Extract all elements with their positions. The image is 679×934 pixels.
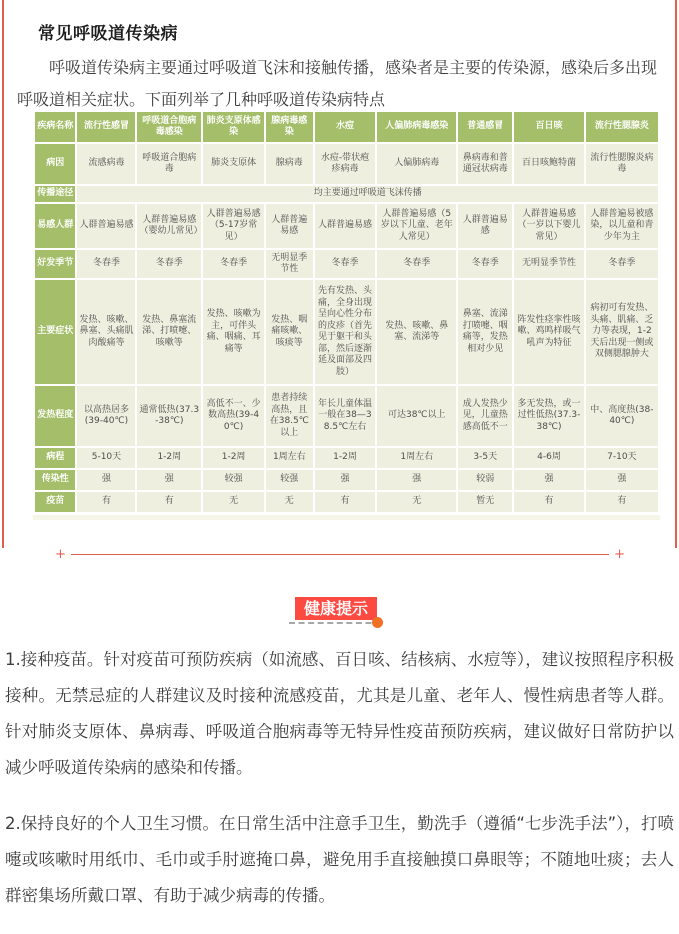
- table-row: [35, 144, 658, 184]
- table-row: [35, 470, 658, 490]
- table-cell: 冬春季: [586, 250, 658, 278]
- table-cell: 1-2周: [203, 448, 264, 468]
- table-cell: 腺病毒: [266, 144, 313, 184]
- table-row: [35, 386, 658, 446]
- table-cell: 人群普遍易感（婴幼儿常见）: [137, 204, 201, 248]
- page-title: 常见呼吸道传染病: [38, 24, 178, 45]
- table-cell: 可达38℃以上: [377, 386, 456, 446]
- row-header-cell: 病程: [35, 448, 75, 468]
- disease-header-cell: 流行性感冒: [77, 112, 135, 142]
- table-cell: 人群普遍易感: [458, 204, 512, 248]
- table-cell: 高低不一、少数高热(39-40℃): [203, 386, 264, 446]
- table-cell: 较弱: [458, 470, 512, 490]
- disease-header-cell: 百日咳: [514, 112, 583, 142]
- table-cell: 中、高度热(38-40℃): [586, 386, 658, 446]
- divider-plus-left: +: [55, 547, 66, 562]
- table-cell: 强: [137, 470, 201, 490]
- table-cell: 3-5天: [458, 448, 512, 468]
- disease-header-cell: 肺炎支原体感染: [203, 112, 264, 142]
- table-row: [35, 280, 658, 384]
- table-cell: 1-2周: [315, 448, 376, 468]
- table-cell: 肺炎支原体: [203, 144, 264, 184]
- table-cell: 病初可有发热、头痛、肌痛、乏力等表现，1-2天后出现一侧或双侧腮腺肿大: [586, 280, 658, 384]
- table-cell: 冬春季: [377, 250, 456, 278]
- table-cell: 7-10天: [586, 448, 658, 468]
- badge-dashed-underline: [289, 622, 381, 624]
- table-cell: 人偏肺病毒: [377, 144, 456, 184]
- page-frame-left: [2, 0, 4, 548]
- page-frame-right: [675, 0, 677, 548]
- table-cell: 强: [315, 470, 376, 490]
- table-cell: 水痘-带状疱疹病毒: [315, 144, 376, 184]
- badge-dot-icon: [372, 617, 383, 628]
- table-cell: 有: [586, 492, 658, 512]
- table-row: [35, 186, 658, 202]
- table-cell: 4-6周: [514, 448, 583, 468]
- table-cell: 鼻病毒和普通冠状病毒: [458, 144, 512, 184]
- corner-cell: 疾病名称: [35, 112, 75, 142]
- table-cell: 较强: [203, 470, 264, 490]
- tip-paragraph-2: 2.保持良好的个人卫生习惯。在日常生活中注意手卫生，勤洗手（遵循“七步洗手法”），打喷嚏或咳嗽时用纸巾、毛巾或手肘遮掩口鼻，避免用手直接触摸口鼻眼等；不随地吐痰；去人群密集场所戴口罩、有助于减少病毒的传播。: [5, 814, 674, 905]
- disease-header-cell: 流行性腮腺炎: [586, 112, 658, 142]
- table-cell: 成人发热少见，儿童热感高低不一: [458, 386, 512, 446]
- table-row: [35, 492, 658, 512]
- table-cell: 发热、咳嗽为主，可伴头痛、咽痛、耳痛等: [203, 280, 264, 384]
- section-divider: [55, 548, 625, 561]
- row-header-cell: 病因: [35, 144, 75, 184]
- table-cell: 无: [266, 492, 313, 512]
- table-cell: 阵发性痉挛性咳嗽、鸡鸣样吸气吼声为特征: [514, 280, 583, 384]
- table-cell: 1周左右: [377, 448, 456, 468]
- tip-paragraph-1: 1.接种疫苗。针对疫苗可预防疾病（如流感、百日咳、结核病、水痘等），建议按照程序积极接种。无禁忌症的人群建议及时接种流感疫苗，尤其是儿童、老年人、慢性病患者等人群。针对肺炎支原体、鼻病毒、呼吸道合胞病毒等无特异性疫苗预防疾病，建议做好日常防护以减少呼吸道传染病的感染和传播。: [5, 650, 674, 777]
- table-cell: 冬春季: [137, 250, 201, 278]
- table-row: [35, 448, 658, 468]
- table-cell: 强: [77, 470, 135, 490]
- table-cell: 强: [586, 470, 658, 490]
- table-cell: 有: [137, 492, 201, 512]
- table-header-row: [35, 112, 658, 142]
- disease-header-cell: 水痘: [315, 112, 376, 142]
- row-header-cell: 疫苗: [35, 492, 75, 512]
- table-cell: 1周左右: [266, 448, 313, 468]
- table-cell: 通常低热(37.3-38℃): [137, 386, 201, 446]
- tips-section: [5, 642, 674, 934]
- table-cell: 强: [514, 470, 583, 490]
- table-row: [35, 204, 658, 248]
- divider-plus-right: +: [614, 547, 625, 562]
- table-cell: 发热、咽痛咳嗽、咳痰等: [266, 280, 313, 384]
- table-cell: 人群普遍易感（一岁以下婴儿常见）: [514, 204, 583, 248]
- table-cell: 5-10天: [77, 448, 135, 468]
- table-cell: 暂无: [458, 492, 512, 512]
- table-footer-strip: [33, 515, 660, 520]
- table-cell: 无明显季节性: [266, 250, 313, 278]
- intro-paragraph: 呼吸道传染病主要通过呼吸道飞沫和接触传播，感染者是主要的传染源，感染后多出现呼吸道相关症状。下面列举了几种呼吸道传染病特点: [17, 58, 658, 109]
- table-cell: 人群普遍易感: [315, 204, 376, 248]
- table-cell: 人群普遍易被感染，以儿童和青少年为主: [586, 204, 658, 248]
- table-cell: 有: [315, 492, 376, 512]
- disease-table: [33, 110, 660, 514]
- table-cell: 发热、鼻塞流涕、打喷嚏、咳嗽等: [137, 280, 201, 384]
- table-cell: 冬春季: [315, 250, 376, 278]
- disease-table-container: [33, 110, 660, 520]
- table-row: [35, 250, 658, 278]
- table-cell: 人群普遍易感（5-17岁常见）: [203, 204, 264, 248]
- row-header-cell: 易感人群: [35, 204, 75, 248]
- table-cell: 流行性腮腺炎病毒: [586, 144, 658, 184]
- table-cell: 百日咳鲍特菌: [514, 144, 583, 184]
- table-cell: 无明显季节性: [514, 250, 583, 278]
- table-cell: 年长儿童体温一般在38—38.5℃左右: [315, 386, 376, 446]
- row-header-cell: 好发季节: [35, 250, 75, 278]
- row-header-cell: 主要症状: [35, 280, 75, 384]
- table-cell: 冬春季: [458, 250, 512, 278]
- table-cell: 先有发热、头痛，全身出现呈向心性分布的皮疹（首先见于躯干和头部，然后逐渐延及面部及四肢）: [315, 280, 376, 384]
- table-cell: 1-2周: [137, 448, 201, 468]
- disease-header-cell: 呼吸道合胞病毒感染: [137, 112, 201, 142]
- table-cell: 强: [377, 470, 456, 490]
- table-cell: 冬春季: [203, 250, 264, 278]
- table-cell: 发热、咳嗽、鼻塞、头痛肌肉酸痛等: [77, 280, 135, 384]
- table-cell: 呼吸道合胞病毒: [137, 144, 201, 184]
- table-cell: 发热、咳嗽、鼻塞、流涕等: [377, 280, 456, 384]
- table-cell: 有: [514, 492, 583, 512]
- health-tips-badge: 健康提示: [295, 597, 377, 620]
- row-header-cell: 传染性: [35, 470, 75, 490]
- table-cell: 鼻塞、流涕打喷嚏、咽痛等，发热相对少见: [458, 280, 512, 384]
- disease-header-cell: 腺病毒感染: [266, 112, 313, 142]
- table-cell: 有: [77, 492, 135, 512]
- row-header-cell: 发热程度: [35, 386, 75, 446]
- merged-cell: 均主要通过呼吸道飞沫传播: [77, 186, 658, 202]
- table-cell: 无: [377, 492, 456, 512]
- table-cell: 患者持续高热，且在38.5℃以上: [266, 386, 313, 446]
- table-cell: 以高热居多(39-40℃): [77, 386, 135, 446]
- table-cell: 无: [203, 492, 264, 512]
- table-cell: 流感病毒: [77, 144, 135, 184]
- row-header-cell: 传播途径: [35, 186, 75, 202]
- table-cell: 多无发热，或一过性低热(37.3-38℃): [514, 386, 583, 446]
- disease-header-cell: 普通感冒: [458, 112, 512, 142]
- table-cell: 人群普遍易感: [77, 204, 135, 248]
- table-cell: 冬春季: [77, 250, 135, 278]
- table-cell: 人群普遍易感: [266, 204, 313, 248]
- table-cell: 人群普遍易感（5岁以下儿童、老年人常见）: [377, 204, 456, 248]
- disease-header-cell: 人偏肺病毒感染: [377, 112, 456, 142]
- table-cell: 较强: [266, 470, 313, 490]
- divider-line: [71, 554, 609, 555]
